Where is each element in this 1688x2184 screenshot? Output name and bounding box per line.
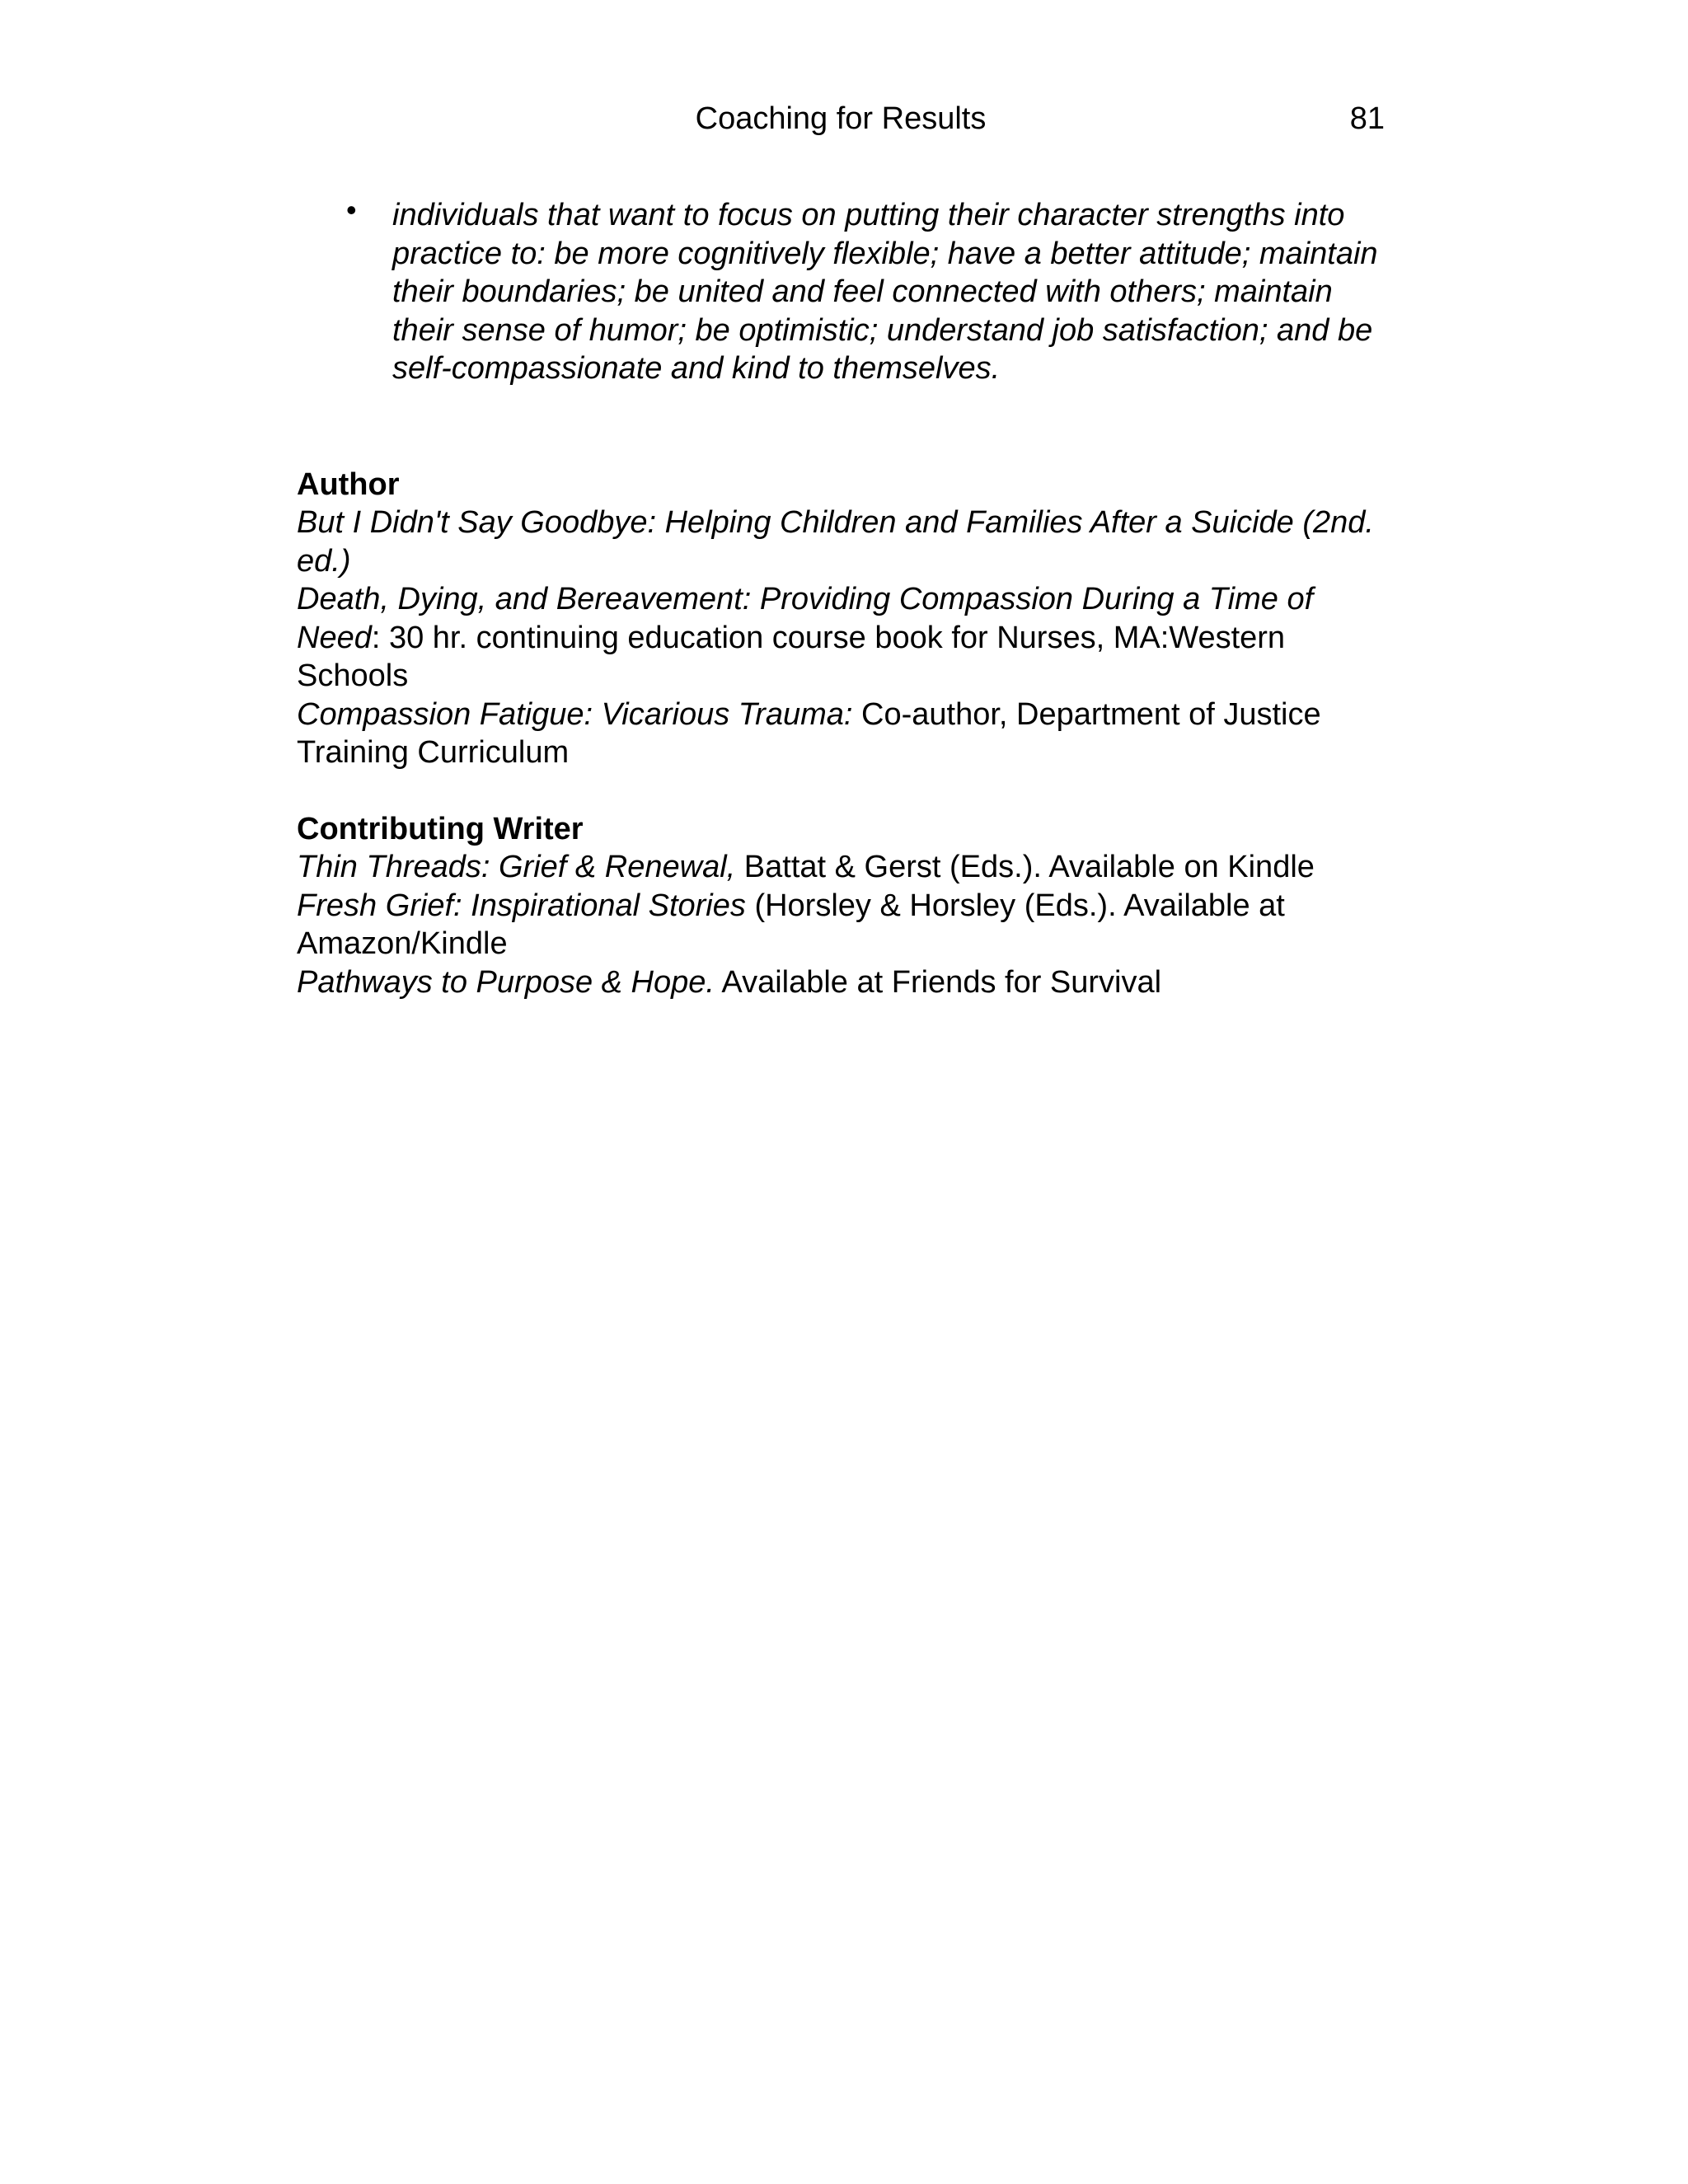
publication-entry: [297, 504, 1385, 580]
bullet-list: [297, 193, 1385, 388]
list-item: [297, 193, 1385, 388]
contributing-writer-heading: Contributing Writer: [297, 811, 584, 846]
publication-title: Pathways to Purpose & Hope.: [297, 964, 715, 1000]
publication-details: Co-author, Department of Justice Training Curriculum: [297, 696, 1321, 770]
author-heading: Author: [297, 466, 400, 502]
publication-title: But I Didn't Say Goodbye: Helping Children and Families After a Suicide (2nd. ed.): [297, 505, 1374, 579]
publication-details: Battat & Gerst (Eds.). Available on Kindle: [735, 850, 1315, 884]
contributing-writer-section: [297, 810, 1385, 1002]
publication-entry: [297, 580, 1385, 696]
publication-title: Fresh Grief: Inspirational Stories: [297, 888, 746, 923]
bullet-text: individuals that want to focus on putting their character strengths into practice to: be more cognitively flexible; have a better attitude; maintain their boundaries; be united and feel connected with others; maintain their sense of humor; be optimistic; understand job satisfaction; and be self-compassionate and kind to themselves.: [392, 198, 1378, 386]
page-number: 81: [1349, 101, 1385, 136]
publication-details: Available at Friends for Survival: [714, 964, 1162, 1000]
publication-entry: [297, 696, 1385, 772]
running-title: Coaching for Results: [695, 101, 987, 136]
bullet-icon: •: [346, 193, 357, 227]
publication-entry: [297, 963, 1385, 1002]
publication-details: : 30 hr. continuing education course book for Nurses, MA:Western Schools: [297, 620, 1286, 693]
publication-title: Death, Dying, and Bereavement: Providing Compassion During a Time of Need: [297, 582, 1314, 655]
running-header: [297, 97, 1385, 140]
publication-entry: [297, 887, 1385, 963]
publication-title: Compassion Fatigue: Vicarious Trauma:: [297, 696, 853, 732]
publication-entry: [297, 848, 1385, 887]
author-section: [297, 466, 1385, 772]
page-content: [297, 193, 1385, 1001]
publication-details: (Horsley & Horsley (Eds.). Available at Amazon/Kindle: [297, 888, 1285, 961]
publication-title: Thin Threads: Grief & Renewal,: [297, 850, 736, 884]
